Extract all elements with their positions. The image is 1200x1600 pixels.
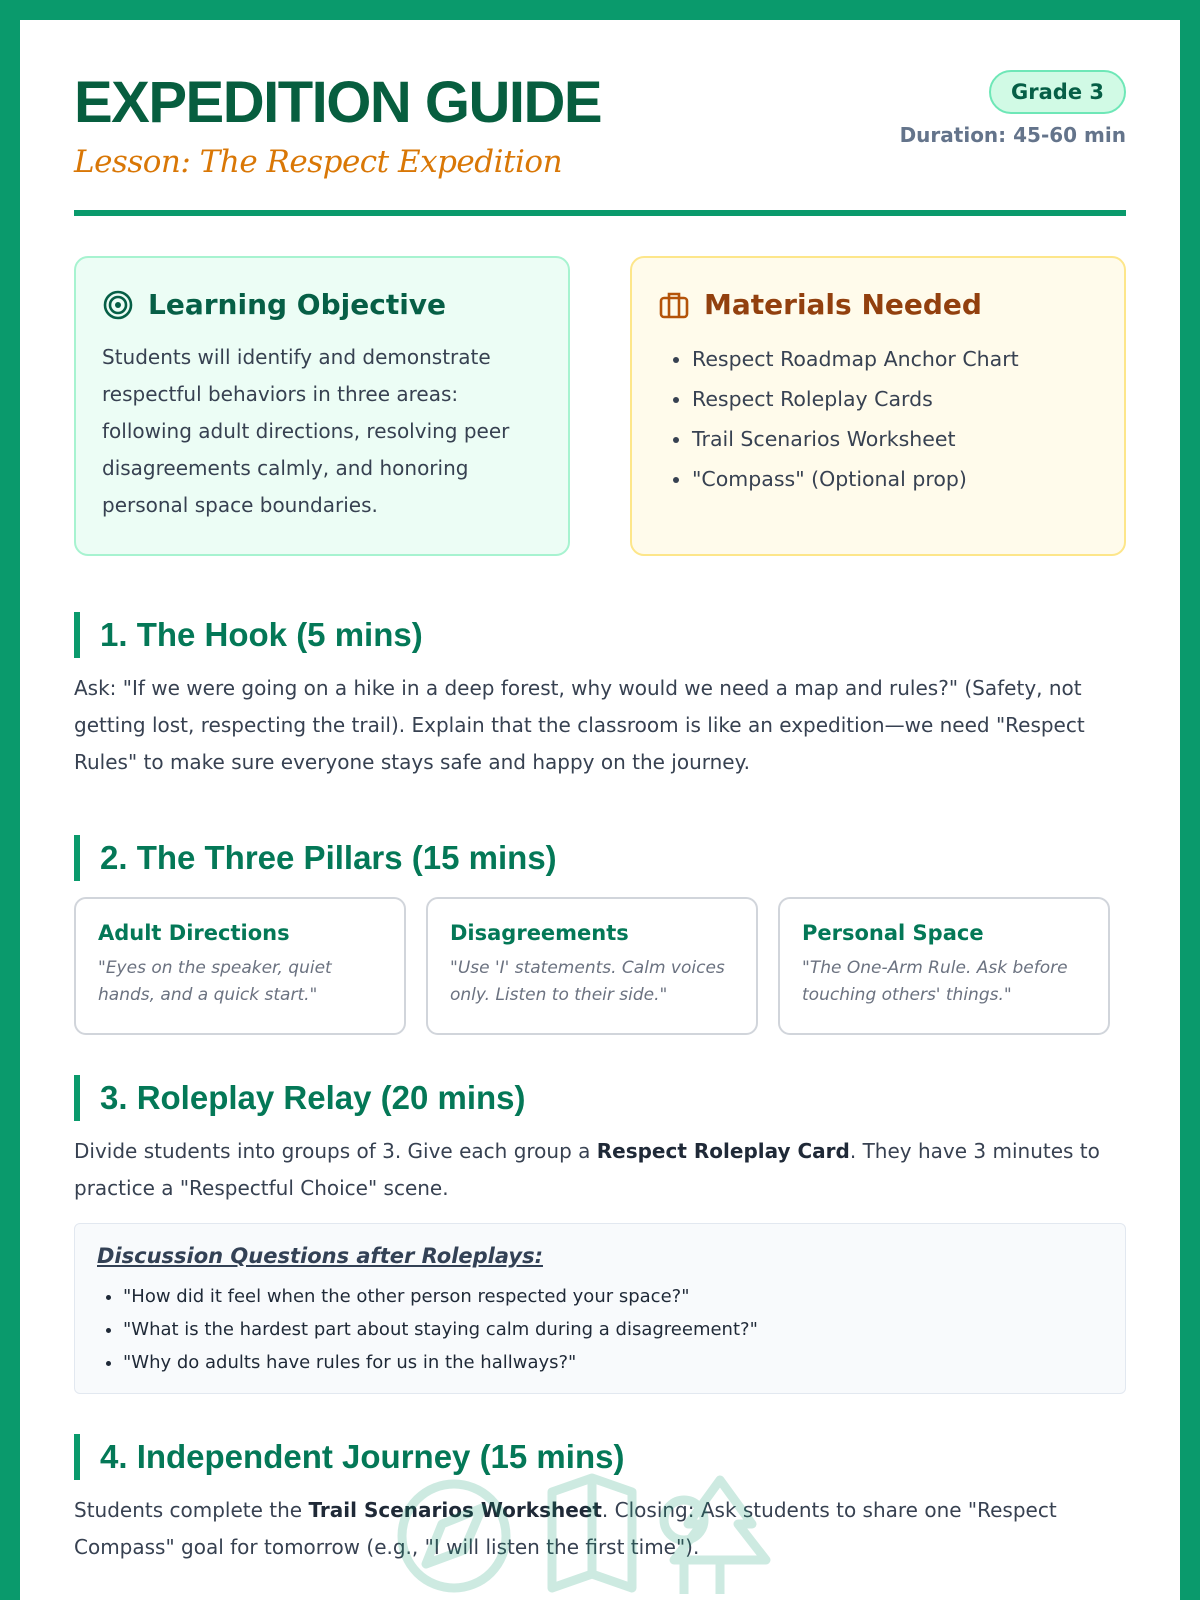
discussion-title: Discussion Questions after Roleplays: [97,1244,543,1268]
pillar-title: Personal Space [802,921,984,945]
page-header [74,20,1126,216]
pillar-title: Disagreements [450,921,629,945]
grade-badge: Grade 3 [989,70,1126,114]
journey-text-end: . Closing: Ask students to share one "Respect Compass" goal for tomorrow (e.g., "I will listen the first time"). [74,1498,1057,1559]
pillars-row [74,897,1126,1037]
materials-list [658,339,1098,499]
section-heading-roleplay: 3. Roleplay Relay (20 mins) [74,1075,1126,1121]
learning-objective-card [74,256,570,556]
worksheet-name: Trail Scenarios Worksheet [308,1498,602,1522]
map-icon [552,1478,632,1588]
objective-header [102,288,542,321]
lesson-subtitle: Lesson: The Respect Expedition [74,144,563,180]
roleplay-text [74,1133,1126,1207]
info-cards [74,256,1126,558]
trees-icon [664,1480,766,1594]
pillar-quote: "The One-Arm Rule. Ask before touching others' things." [802,958,1068,1005]
list-item: • Trail Scenarios Worksheet [692,419,1098,459]
materials-title: Materials Needed [704,288,982,321]
lesson-page [20,20,1180,1600]
journey-text-start: Students complete the [74,1498,309,1522]
objective-title: Learning Objective [148,288,447,321]
roleplay-text-start: Divide students into groups of 3. Give each group a [74,1139,597,1163]
list-item: • Respect Roleplay Cards [692,379,1098,419]
discussion-list [97,1280,1103,1379]
roleplay-text-end: . They have 3 minutes to practice a "Respectful Choice" scene. [74,1139,1100,1200]
section-heading-pillars: 2. The Three Pillars (15 mins) [74,835,1126,881]
pillar-card-disagreements [426,897,758,1035]
roleplay-card-name: Respect Roleplay Card [596,1139,850,1163]
discussion-box [74,1223,1126,1394]
pillar-card-adult-directions [74,897,406,1035]
duration-label: Duration: 45-60 min [899,123,1126,147]
pillar-title: Adult Directions [98,921,290,945]
materials-header [658,288,1098,321]
objective-text: Students will identify and demonstrate respectful behaviors in three areas: following adult directions, resolving peer disagreements calmly, and honoring personal space boundaries. [102,345,510,517]
section-heading-journey: 4. Independent Journey (15 mins) [74,1434,1126,1480]
pillar-quote: "Use 'I' statements. Calm voices only. Listen to their side." [450,958,725,1005]
compass-icon [402,1484,506,1588]
list-item: • "What is the hardest part about staying calm during a disagreement?" [123,1313,1103,1346]
page-title: EXPEDITION GUIDE [74,70,602,135]
target-icon [102,289,134,321]
list-item: • "Compass" (Optional prop) [692,459,1098,499]
pillar-card-personal-space [778,897,1110,1035]
materials-card [630,256,1126,556]
hook-text: Ask: "If we were going on a hike in a deep forest, why would we need a map and rules?" (Safety, not getting lost, respecting the trail). Explain that the classroom is like an expedition—we need "Respect Rules" to make sure everyone stays safe and happy on the journey. [74,676,1085,774]
pillar-quote: "Eyes on the speaker, quiet hands, and a quick start." [98,958,332,1005]
list-item: • Respect Roadmap Anchor Chart [692,339,1098,379]
briefcase-icon [658,289,690,321]
section-heading-hook: 1. The Hook (5 mins) [74,612,1126,658]
list-item: • "Why do adults have rules for us in the hallways?" [123,1346,1103,1379]
list-item: • "How did it feel when the other person respected your space?" [123,1280,1103,1313]
watermark-icons [382,1468,802,1598]
